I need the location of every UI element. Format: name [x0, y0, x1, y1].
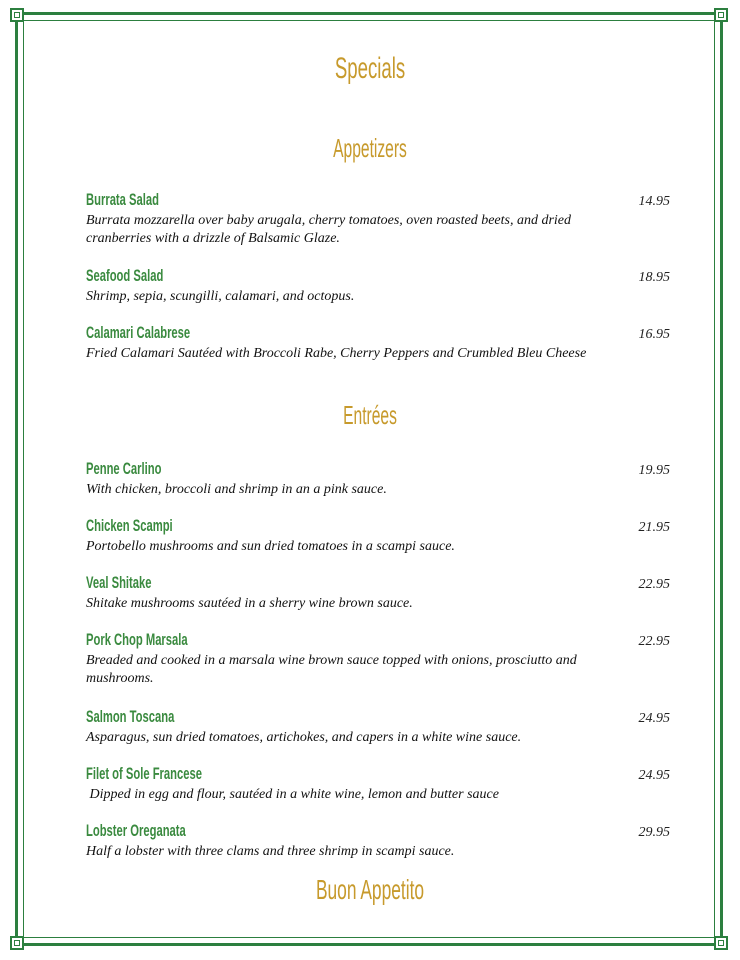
item-price: 22.95 [638, 634, 670, 649]
footer-closing-text: Buon Appetito [315, 874, 425, 905]
item-description: Asparagus, sun dried tomatoes, artichokes, and capers in a white wine sauce. [86, 730, 522, 745]
item-description: Fried Calamari Sautéed with Broccoli Rabe, Cherry Peppers and Crumbled Bleu Cheese [86, 346, 587, 361]
item-name: Lobster Oreganata [86, 821, 186, 840]
item-price: 24.95 [638, 768, 670, 783]
item-price: 29.95 [638, 825, 670, 840]
item-description: Portobello mushrooms and sun dried tomatoes in a scampi sauce. [86, 539, 455, 554]
item-price: 19.95 [638, 463, 670, 478]
corner-ornament-bottom-right [714, 936, 728, 950]
menu-item-seafood-salad [86, 266, 676, 306]
menu-item-calamari-calabrese [86, 323, 676, 363]
item-name: Filet of Sole Francese [86, 764, 202, 783]
item-name: Salmon Toscana [86, 707, 175, 726]
menu-item-filet-of-sole-francese [86, 764, 676, 804]
item-price: 24.95 [638, 711, 670, 726]
item-description: Shitake mushrooms sautéed in a sherry wine brown sauce. [86, 596, 413, 611]
item-description: Burrata mozzarella over baby arugala, cherry tomatoes, oven roasted beets, and dried cranberries with a drizzle of Balsamic Glaze. [86, 213, 572, 246]
item-price: 14.95 [638, 194, 670, 209]
item-name: Veal Shitake [86, 573, 152, 592]
item-description: With chicken, broccoli and shrimp in an a pink sauce. [86, 482, 387, 497]
item-name: Seafood Salad [86, 266, 164, 285]
item-description: Shrimp, sepia, scungilli, calamari, and octopus. [86, 289, 355, 304]
menu-item-pork-chop-marsala [86, 630, 676, 688]
menu-item-veal-shitake [86, 573, 676, 613]
item-price: 21.95 [638, 520, 670, 535]
item-name: Chicken Scampi [86, 516, 173, 535]
corner-ornament-top-left [10, 8, 24, 22]
item-price: 18.95 [638, 270, 670, 285]
menu-item-lobster-oreganata [86, 821, 676, 861]
menu-item-burrata-salad [86, 190, 676, 248]
item-description: Dipped in egg and flour, sautéed in a white wine, lemon and butter sauce [86, 787, 499, 802]
item-description: Breaded and cooked in a marsala wine brown sauce topped with onions, prosciutto and mushrooms. [86, 653, 577, 686]
item-name: Penne Carlino [86, 459, 162, 478]
item-description: Half a lobster with three clams and three shrimp in scampi sauce. [86, 844, 455, 859]
item-price: 22.95 [638, 577, 670, 592]
menu-item-penne-carlino [86, 459, 676, 499]
menu-item-chicken-scampi [86, 516, 676, 556]
item-price: 16.95 [638, 327, 670, 342]
item-name: Calamari Calabrese [86, 323, 191, 342]
menu-title: Specials [334, 52, 406, 85]
corner-ornament-bottom-left [10, 936, 24, 950]
item-name: Pork Chop Marsala [86, 630, 188, 649]
entrees-heading: Entrées [343, 400, 397, 430]
appetizers-heading: Appetizers [333, 133, 407, 163]
menu-item-salmon-toscana [86, 707, 676, 747]
corner-ornament-top-right [714, 8, 728, 22]
item-name: Burrata Salad [86, 190, 159, 209]
